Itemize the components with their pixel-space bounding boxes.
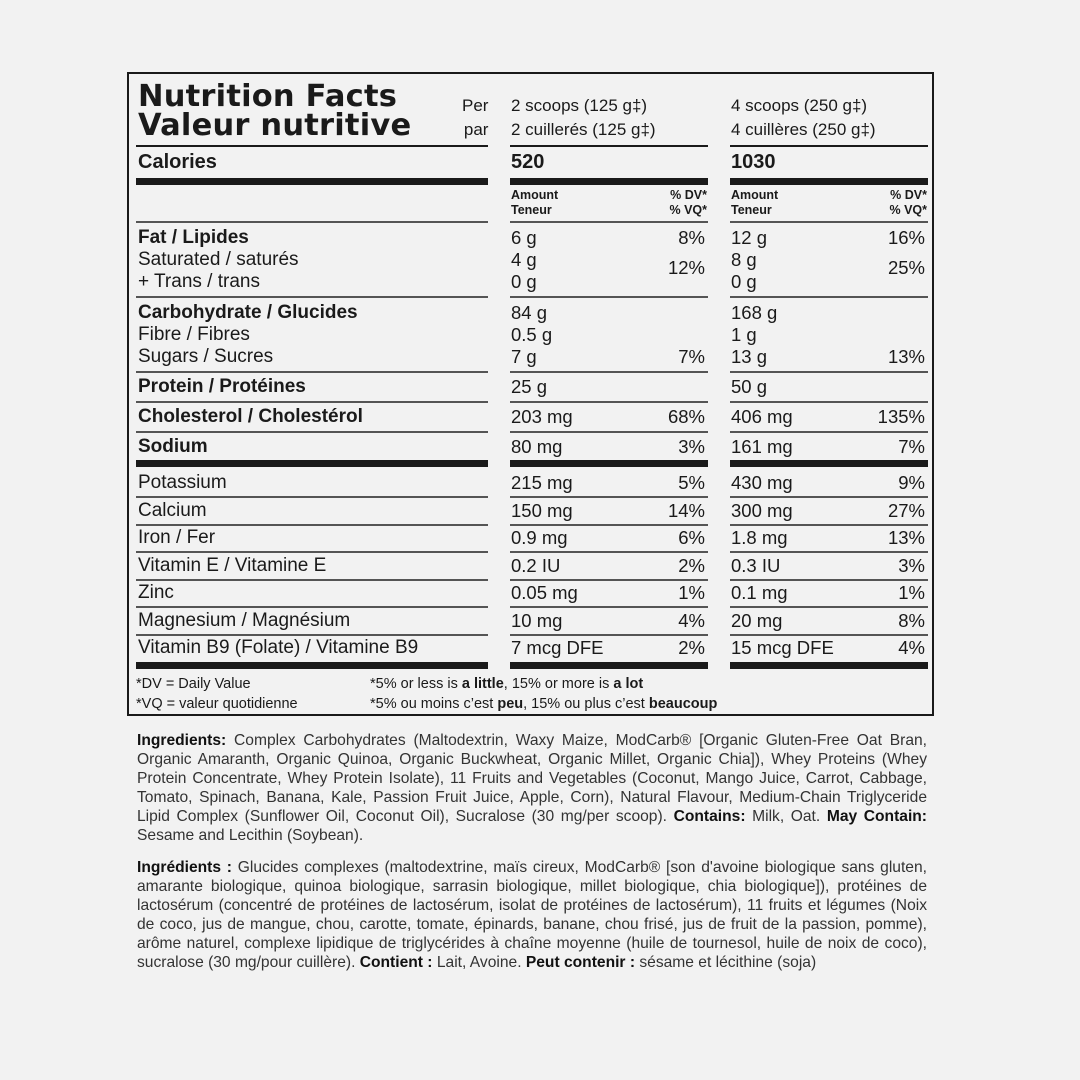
divider [136, 524, 488, 526]
mineral-amount: 10 mg [511, 609, 563, 631]
divider [510, 579, 708, 581]
cholesterol-amount: 203 mg [511, 406, 573, 427]
footnote-scale-en: *5% or less is a little, 15% or more is a lot [370, 676, 644, 692]
divider [136, 606, 488, 608]
footnote-scale-fr: *5% ou moins c’est peu, 15% ou plus c’est beaucoup [370, 696, 718, 712]
cholesterol-values-1 [511, 406, 707, 428]
sodium-values-1 [511, 436, 707, 458]
divider [136, 296, 488, 298]
fibre-amount: 1 g [731, 324, 757, 345]
mineral-label: Calcium [138, 499, 207, 521]
mineral-dv: 8% [898, 609, 925, 631]
sodium-label: Sodium [138, 436, 208, 457]
divider [730, 551, 928, 553]
per-label [462, 94, 488, 142]
mineral-amount: 0.1 mg [731, 582, 788, 603]
may-contain-text: Sesame and Lecithin (Soybean). [137, 827, 364, 844]
mineral-values-2 [731, 500, 927, 522]
divider [510, 496, 708, 498]
sodium-dv: 7% [898, 436, 925, 457]
mineral-dv: 4% [898, 637, 925, 658]
mineral-label: Zinc [138, 582, 174, 603]
column-header-2 [731, 188, 927, 218]
mineral-amount: 0.2 IU [511, 554, 561, 576]
amount-label: Amount [511, 188, 559, 202]
sodium-amount: 80 mg [511, 436, 563, 457]
cholesterol-amount: 406 mg [731, 406, 793, 427]
mineral-values-1 [511, 527, 707, 549]
nutrition-facts-table [127, 72, 934, 716]
mineral-amount: 15 mcg DFE [731, 637, 834, 658]
mineral-dv: 5% [678, 472, 705, 493]
mineral-values-1 [511, 582, 707, 604]
ingredients-text: Glucides complexes (maltodextrine, maïs cireux, ModCarb® [son d'avoine biologique sans gluten, amarante biologique, quinoa biologique, sarrasin biologique, millet biologique, chia biologique]), protéines de lactosérum (concentré de protéines de lactosérum, isolat de protéines de lactosérum), 11 fruits et légumes (Noix de coco, jus de mangue, chou, carotte, tomate, épinards, banane, chou frisé, jus de fruit de la passion, pomme), arôme naturel, complexe lipidique de triglycérides à chaîne moyenne (huile de tournesol, huile de noix de coco), sucralose (30 mg/pour cuillère). [137, 859, 927, 971]
thick-divider [510, 460, 708, 467]
mineral-values-1 [511, 500, 707, 522]
divider [730, 145, 928, 147]
divider [730, 606, 928, 608]
fat-dv: 8% [678, 227, 705, 248]
nutrient-fat [138, 227, 299, 293]
mineral-label: Magnesium / Magnésium [138, 609, 351, 631]
mineral-label: Vitamin B9 (Folate) / Vitamine B9 [138, 637, 419, 658]
mineral-label: Iron / Fer [138, 527, 216, 548]
cholesterol-values-2 [731, 406, 927, 428]
divider [136, 496, 488, 498]
sugars-dv: 13% [887, 346, 925, 367]
mineral-dv: 4% [678, 609, 705, 631]
protein-amount: 25 g [511, 376, 548, 397]
may-contain-label: Peut contenir : [525, 954, 636, 971]
divider [510, 221, 708, 223]
serving-2-en: 4 scoops (250 g‡) [731, 96, 868, 115]
mineral-amount: 300 mg [731, 499, 793, 521]
vq-label: % VQ* [669, 203, 707, 217]
protein-amount: 50 g [731, 376, 768, 397]
calories-value-2: 1030 [731, 151, 776, 173]
divider [510, 524, 708, 526]
fat-amount: 6 g [511, 227, 537, 248]
mineral-values-1 [511, 637, 707, 659]
ingredients-fr [137, 858, 927, 972]
divider [136, 371, 488, 373]
fibre-label: Fibre / Fibres [138, 324, 250, 345]
mineral-values-2 [731, 527, 927, 549]
mineral-amount: 20 mg [731, 609, 783, 631]
teneur-label: Teneur [511, 203, 552, 217]
may-contain-text: sésame et lécithine (soja) [635, 954, 817, 971]
thick-divider [730, 178, 928, 185]
mineral-dv: 1% [678, 582, 705, 603]
footnote-scale [370, 674, 717, 714]
mineral-label: Vitamin E / Vitamine E [138, 554, 327, 576]
footnote-dv: *DV = Daily Value [136, 676, 251, 692]
divider [730, 579, 928, 581]
divider [136, 431, 488, 433]
sugars-amount: 7 g [511, 346, 537, 367]
divider [730, 524, 928, 526]
ingredients-text: Complex Carbohydrates (Maltodextrin, Waxy Maize, ModCarb® [Organic Gluten-Free Oat Bran, Organic Amaranth, Organic Quinoa, Organic Buckwheat, Organic Millet, Organic Chia]), Whey Proteins (Whey Protein Concentrate, Whey Protein Isolate), 11 Fruits and Vegetables (Coconut, Mango Juice, Carrot, Cabbage, Tomato, Spinach, Banana, Kale, Passion Fruit Juice, Apple, Corn), Natural Flavour, Medium-Chain Triglyceride Lipid Complex (Sunflower Oil, Coconut Oil), Sucralose (30 mg/per scoop). [137, 732, 927, 825]
thick-divider [510, 662, 708, 669]
fat-values-2 [731, 227, 927, 293]
saturated-amount: 8 g [731, 249, 757, 270]
vq-label: % VQ* [889, 203, 927, 217]
mineral-amount: 0.05 mg [511, 582, 578, 603]
protein-values-2 [731, 376, 927, 398]
divider [730, 431, 928, 433]
divider [510, 606, 708, 608]
sugars-amount: 13 g [731, 346, 768, 367]
divider [510, 401, 708, 403]
thick-divider [510, 178, 708, 185]
divider [510, 296, 708, 298]
mineral-amount: 1.8 mg [731, 527, 788, 548]
carbohydrate-amount: 84 g [511, 302, 548, 323]
divider [136, 579, 488, 581]
contains-text: Milk, Oat. [745, 808, 827, 825]
sodium-values-2 [731, 436, 927, 458]
mineral-values-2 [731, 582, 927, 604]
calories-value-1: 520 [511, 151, 545, 173]
serving-1-en: 2 scoops (125 g‡) [511, 96, 648, 115]
divider [510, 634, 708, 636]
amount-label: Amount [731, 188, 779, 202]
nutrient-carbohydrate [138, 302, 358, 368]
title-fr: Valeur nutritive [138, 108, 412, 143]
mineral-amount: 7 mcg DFE [511, 637, 604, 658]
divider [136, 551, 488, 553]
fat-amount: 12 g [731, 227, 768, 248]
cholesterol-dv: 68% [667, 406, 705, 427]
thick-divider [730, 662, 928, 669]
divider [136, 401, 488, 403]
divider [730, 496, 928, 498]
contains-label: Contient : [359, 954, 433, 971]
per-en: Per [462, 96, 489, 115]
divider [730, 296, 928, 298]
serving-1-fr: 2 cuillerés (125 g‡) [511, 120, 656, 139]
divider [510, 431, 708, 433]
mineral-amount: 215 mg [511, 472, 573, 493]
saturated-amount: 4 g [511, 249, 537, 270]
trans-label: + Trans / trans [138, 271, 260, 292]
may-contain-label: May Contain: [826, 808, 927, 825]
mineral-dv: 3% [898, 554, 925, 576]
thick-divider [136, 460, 488, 467]
serving-2-fr: 4 cuillères (250 g‡) [731, 120, 876, 139]
fat-label: Fat / Lipides [138, 227, 249, 248]
mineral-dv: 27% [887, 499, 925, 521]
teneur-label: Teneur [731, 203, 772, 217]
sugars-dv: 7% [678, 346, 705, 367]
mineral-values-2 [731, 610, 927, 632]
contains-label: Contains: [673, 808, 746, 825]
serving-size-2 [731, 94, 927, 142]
label-title [138, 79, 412, 143]
per-fr: par [463, 120, 489, 139]
carbohydrate-label: Carbohydrate / Glucides [138, 302, 358, 323]
footnote-definitions [136, 674, 298, 714]
cholesterol-label: Cholesterol / Cholestérol [138, 406, 363, 427]
saturated-label: Saturated / saturés [138, 249, 299, 270]
divider [730, 221, 928, 223]
protein-label: Protein / Protéines [138, 376, 306, 397]
sat-trans-dv: 12% [667, 257, 705, 278]
divider [136, 221, 488, 223]
serving-size-1 [511, 94, 707, 142]
mineral-amount: 150 mg [511, 499, 573, 521]
fat-dv: 16% [887, 227, 925, 248]
mineral-dv: 2% [678, 637, 705, 658]
protein-values-1 [511, 376, 707, 398]
mineral-values-1 [511, 555, 707, 577]
fat-values-1 [511, 227, 707, 293]
contains-text: Lait, Avoine. [432, 954, 526, 971]
sugars-label: Sugars / Sucres [138, 346, 274, 367]
carb-values-1 [511, 302, 707, 368]
mineral-dv: 13% [887, 527, 925, 548]
divider [136, 634, 488, 636]
ingredients-label: Ingrédients : [137, 859, 232, 876]
mineral-dv: 2% [678, 554, 705, 576]
thick-divider [730, 460, 928, 467]
calories-label: Calories [138, 151, 217, 173]
carbohydrate-amount: 168 g [731, 302, 778, 323]
divider [730, 401, 928, 403]
sat-trans-dv: 25% [887, 257, 925, 278]
mineral-values-1 [511, 610, 707, 632]
trans-amount: 0 g [731, 271, 757, 292]
trans-amount: 0 g [511, 271, 537, 292]
column-header-1 [511, 188, 707, 218]
divider [510, 371, 708, 373]
dv-label: % DV* [890, 188, 927, 202]
fibre-amount: 0.5 g [511, 324, 553, 345]
cholesterol-dv: 135% [877, 406, 925, 427]
mineral-amount: 0.9 mg [511, 527, 568, 548]
footnote-vq: *VQ = valeur quotidienne [136, 696, 298, 712]
mineral-label: Potassium [138, 472, 227, 493]
thick-divider [136, 178, 488, 185]
sodium-dv: 3% [678, 436, 705, 457]
sodium-amount: 161 mg [731, 436, 793, 457]
carb-values-2 [731, 302, 927, 368]
mineral-dv: 14% [667, 499, 705, 521]
dv-label: % DV* [670, 188, 707, 202]
mineral-values-2 [731, 637, 927, 659]
mineral-values-1 [511, 472, 707, 494]
mineral-dv: 9% [898, 472, 925, 493]
mineral-dv: 1% [898, 582, 925, 603]
divider [136, 145, 488, 147]
mineral-values-2 [731, 472, 927, 494]
divider [730, 371, 928, 373]
mineral-amount: 430 mg [731, 472, 793, 493]
divider [510, 145, 708, 147]
divider [730, 634, 928, 636]
mineral-dv: 6% [678, 527, 705, 548]
divider [510, 551, 708, 553]
mineral-amount: 0.3 IU [731, 554, 781, 576]
title-en: Nutrition Facts [138, 79, 398, 114]
ingredients-en [137, 731, 927, 845]
ingredients-label: Ingredients: [137, 732, 227, 749]
thick-divider [136, 662, 488, 669]
mineral-values-2 [731, 555, 927, 577]
